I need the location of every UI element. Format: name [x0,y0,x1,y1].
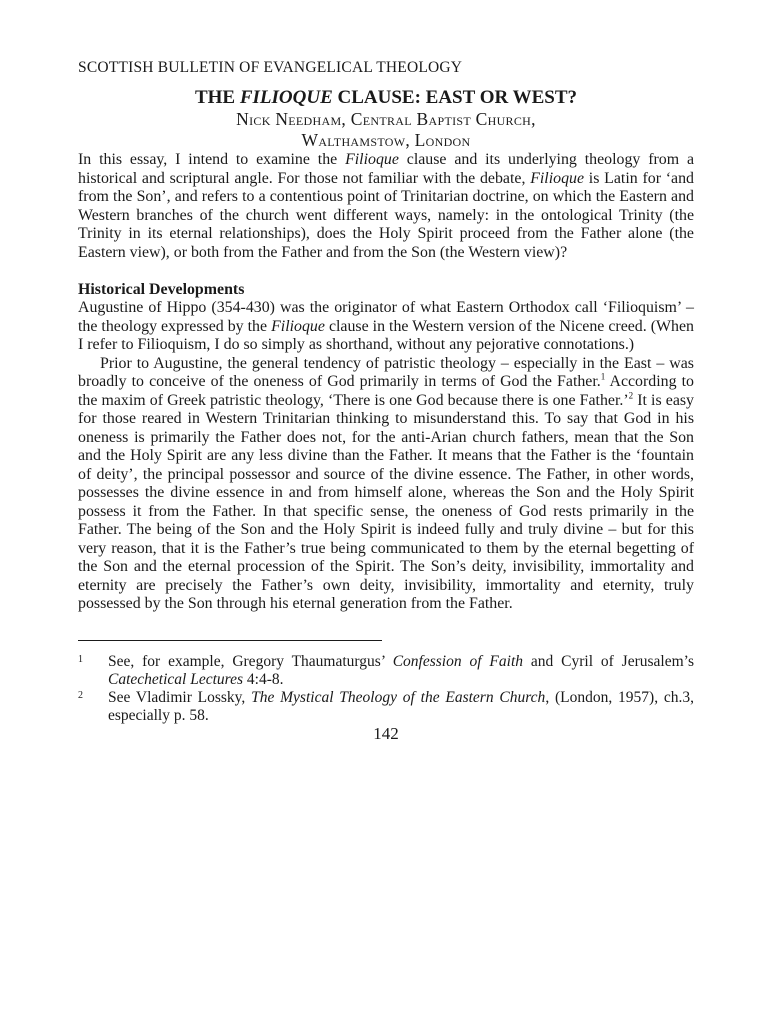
body-paragraph-2: Prior to Augustine, the general tendency of patristic theology – especially in the East – was broadly to conceive of the oneness of God primarily in terms of God the Father.$^1$ According to the maxim of Greek patristic theology, ‘There is one God because there is one Father.’$^2$ It is easy for those reared in Western Trinitarian thinking to misunderstand this. To say that God in his oneness is primarily the Father does not, for the anti-Arian church fathers, mean that the Son and the Holy Spirit are any less divine than the Father. It means that the Father is the ‘fountain of deity’, the principal possessor and source of the divine essence. The Father, in other words, possesses the divine essence in and from himself alone, whereas the Son and the Holy Spirit possess it from the Father. In that specific sense, the oneness of God rests primarily in the Father. The being of the Son and the Holy Spirit is indeed fully and truly divine – but for this very reason, that it is the Father’s true being communicated to them by the eternal begetting of the Son and the eternal procession of the Spirit. The Son’s deity, invisibility, immortality and eternity are precisely the Father’s own deity, invisibility, immortality and eternity, truly possessed by the Son through his eternal generation from the Father. [78,354,694,612]
footnote-number: 2 [78,689,83,701]
body-paragraph-1: Augustine of Hippo (354-430) was the originator of what Eastern Orthodox call ‘Filioquism’ – the theology expressed by the Filioque clause in the Western version of the Nicene creed. (When I refer to Filioquism, I do so simply as shorthand, without any pejorative connotations.) [78,299,694,353]
footnote-text: See, for example, Gregory Thaumaturgus’ Confession of Faith and Cyril of Jerusalem’s Catechetical Lectures 4:4-8. [108,652,694,688]
author-line-1: Nick Needham, Central Baptist Church, [236,109,536,129]
footnote-2 [78,689,694,725]
footnote-divider [78,640,382,641]
footnote-ref-2[interactable]: 2 [628,390,634,401]
footnote-ref-1[interactable]: 1 [600,371,606,382]
page [78,58,694,743]
page-number: 142 [373,723,399,743]
footnote-text: See Vladimir Lossky, The Mystical Theology of the Eastern Church, (London, 1957), ch.3, especially p. 58. [108,688,694,724]
article-title: THE FILIOQUE CLAUSE: EAST OR WEST? [194,87,578,108]
section-heading: Historical Developments [78,280,245,298]
author-line-2: Walthamstow, London [301,130,471,150]
footnote-number: 1 [78,653,83,665]
intro-paragraph: In this essay, I intend to examine the Filioque clause and its underlying theology from a historical and scriptural angle. For those not familiar with the debate, Filioque is Latin for ‘and from the Son’, and refers to a contentious point of Trinitarian doctrine, on which the Eastern and Western branches of the church went different ways, namely: in the ontological Trinity (the Trinity in its eternal relationships), does the Holy Spirit proceed from the Father alone (the Eastern view), or both from the Father and from the Son (the Western view)? [78,151,694,261]
running-header: SCOTTISH BULLETIN OF EVANGELICAL THEOLOGY [78,59,463,76]
footnote-1 [78,653,694,689]
